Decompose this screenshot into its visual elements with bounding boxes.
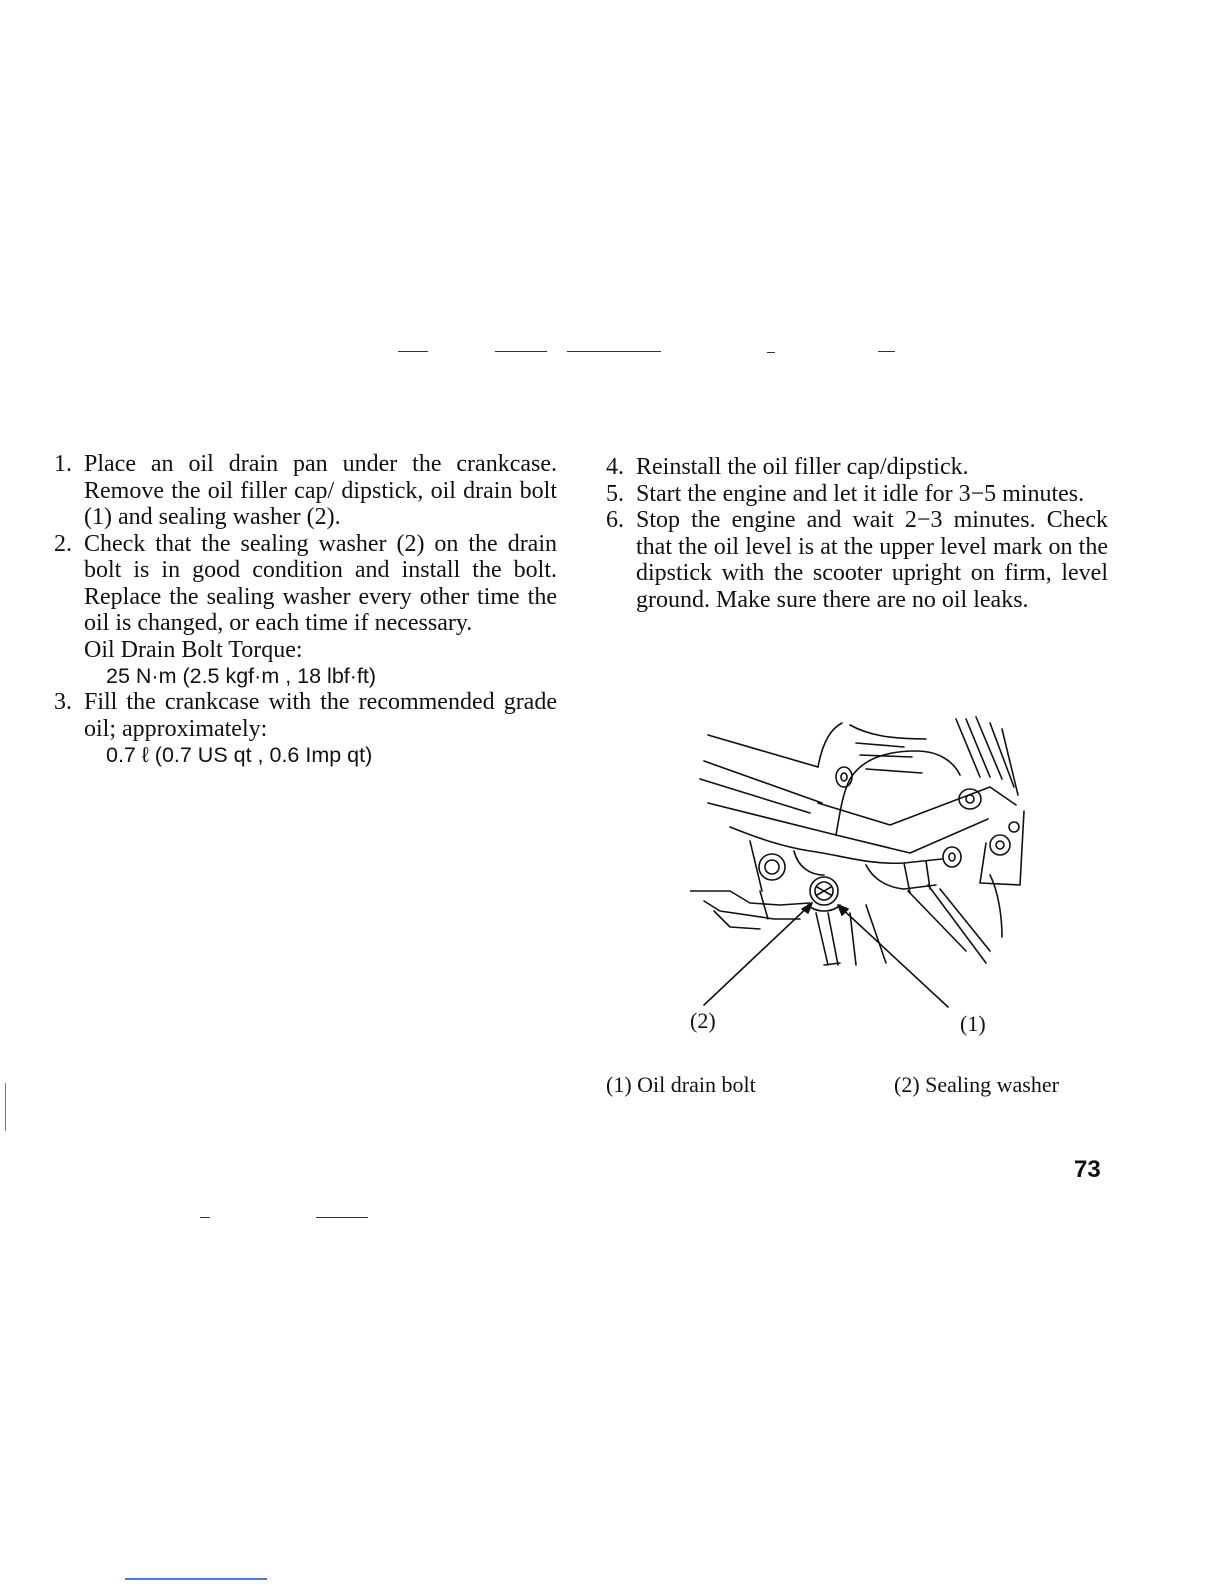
step-text: Reinstall the oil filler cap/dipstick.: [636, 454, 969, 480]
scan-rule: [878, 351, 895, 352]
step-text: Stop the engine and wait 2−3 minutes. Check that the oil level is at the upper level mark on the dipstick with the scooter upright on firm, level ground. Make sure there are no oil leaks.: [636, 507, 1108, 613]
caption-sealing-washer: (2) Sealing washer: [894, 1072, 1059, 1097]
scan-rule: [316, 1217, 368, 1218]
step-number: 3.: [54, 689, 72, 715]
caption-oil-drain-bolt: (1) Oil drain bolt: [606, 1072, 756, 1097]
step-text: Check that the sealing washer (2) on the drain bolt is in good condition and install the bolt. Replace the sealing washer every other time the oil is changed, or each time if necessary.: [84, 530, 557, 636]
torque-spec-value: 25 N·m (2.5 kgf·m , 18 lbf·ft): [106, 664, 377, 688]
step-3: [54, 689, 557, 768]
step-number: 1.: [54, 451, 72, 477]
scan-rule: [200, 1217, 210, 1218]
crankcase-illustration: [690, 715, 1040, 1025]
spec-label: Oil Drain Bolt Torque:: [84, 636, 303, 663]
step-text: Fill the crankcase with the recommended grade oil; approximately:: [84, 689, 557, 742]
step-1: [54, 451, 557, 531]
left-column: [54, 451, 557, 768]
step-number: 4.: [606, 454, 624, 480]
scan-rule: [398, 351, 428, 352]
step-number: 5.: [606, 480, 624, 507]
page-number: 73: [1074, 1156, 1101, 1183]
callout-drain-bolt: (1): [960, 1011, 986, 1036]
step-2: [54, 531, 557, 690]
step-number: 2.: [54, 530, 72, 557]
oil-drain-figure: [690, 715, 1040, 1025]
right-column: [606, 454, 1108, 613]
step-4: [606, 454, 1108, 481]
step-text: Start the engine and let it idle for 3−5 minutes.: [636, 480, 1085, 507]
callout-sealing-washer: (2): [690, 1008, 716, 1033]
margin-mark: [5, 1083, 6, 1131]
step-number: 6.: [606, 507, 624, 533]
scan-rule: [567, 351, 661, 352]
step-text: Place an oil drain pan under the crankcase. Remove the oil filler cap/ dipstick, oil drain bolt (1) and sealing washer (2).: [84, 451, 557, 530]
scan-edge-mark: [125, 1578, 267, 1580]
step-6: [606, 507, 1108, 613]
scan-rule: [767, 352, 775, 353]
oil-capacity-spec-value: 0.7 ℓ (0.7 US qt , 0.6 Imp qt): [106, 743, 373, 767]
step-5: [606, 481, 1108, 508]
scan-rule: [495, 351, 547, 352]
